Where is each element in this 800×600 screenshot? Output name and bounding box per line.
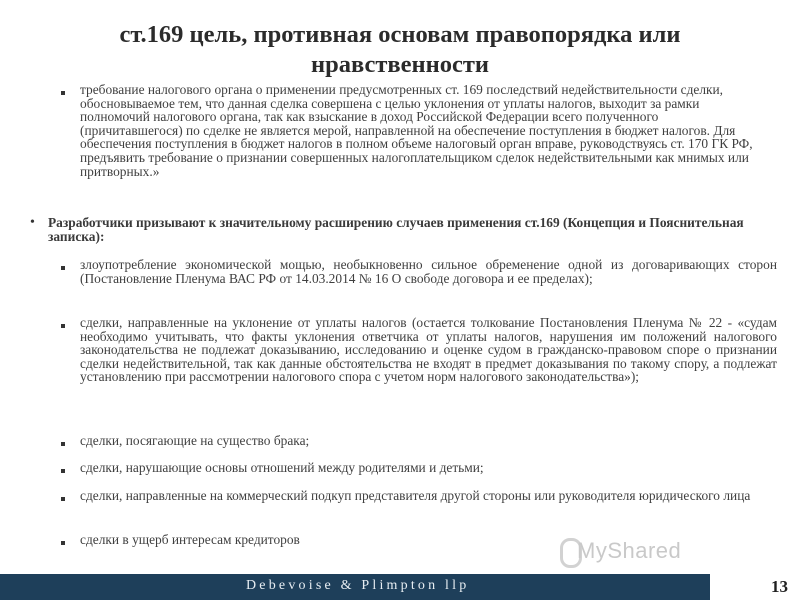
slide-title: ст.169 цель, противная основам правопорядка или нравственности [119, 21, 681, 78]
list-item: сделки, нарушающие основы отношений между родителями и детьми; [80, 460, 484, 475]
square-bullet-icon [61, 497, 65, 501]
watermark-text: MyShared [577, 538, 682, 563]
square-bullet-icon [61, 324, 65, 328]
footer-bar [0, 574, 800, 600]
square-bullet-icon [61, 541, 65, 545]
page-number-box [710, 574, 800, 600]
tax-authority-bullet: требование налогового органа о применении предусмотренных ст. 169 последствий недействительности сделки, обосновываемое тем, что данная сделка совершена с целью уклонения от уплаты налогов, выходит за рамки полномочий налогового органа, так как взыскание в доход Российской Федерации всего полученного (причитавшегося) по сделке не является мерой, направленной на обеспечение поступления в бюджет налогов. Для обеспечения поступления в бюджет налогов в полном объеме налоговый орган вправе, руководствуясь ст. 170 ГК РФ, предъявить требование о признании совершенных налогоплательщиком сделок недействительными как мнимых или притворных.» [80, 82, 753, 179]
square-bullet-icon [61, 442, 65, 446]
page-number: 13 [771, 577, 788, 596]
square-bullet-icon [61, 266, 65, 270]
list-item: сделки, посягающие на существо брака; [80, 433, 310, 448]
list-item: злоупотребление экономической мощью, необыкновенно сильное обременение одной из договаривающих сторон (Постановление Пленума ВАС РФ от 14.03.2014 № 16 О свободе договора и ее пределах); [80, 257, 777, 286]
firm-name: Debevoise & Plimpton llp [246, 578, 470, 593]
square-bullet-icon [61, 91, 65, 95]
list-item: сделки, направленные на коммерческий подкуп представителя другой стороны или руководителя юридического лица [80, 488, 751, 503]
square-bullet-icon [61, 469, 65, 473]
round-bullet-icon: • [30, 215, 35, 230]
list-item: сделки, направленные на уклонение от уплаты налогов (остается толкование Постановления Пленума № 22 - «судам необходимо учитывать, что факты уклонения ответчика от уплаты налогов, нарушения им положений налогового законодательства не подлежат доказыванию, исследованию и оценке судом в гражданско-правовом споре о признании сделки недействительной, так как данные обстоятельства не входят в предмет доказывания по такому спору, а подлежат установлению при рассмотрении налогового спора с учетом норм налогового законодательства»); [80, 315, 777, 385]
main-bullet: Разработчики призывают к значительному расширению случаев применения ст.169 (Концепция и Пояснительная записка): [48, 215, 744, 244]
list-item: сделки в ущерб интересам кредиторов [80, 532, 300, 547]
